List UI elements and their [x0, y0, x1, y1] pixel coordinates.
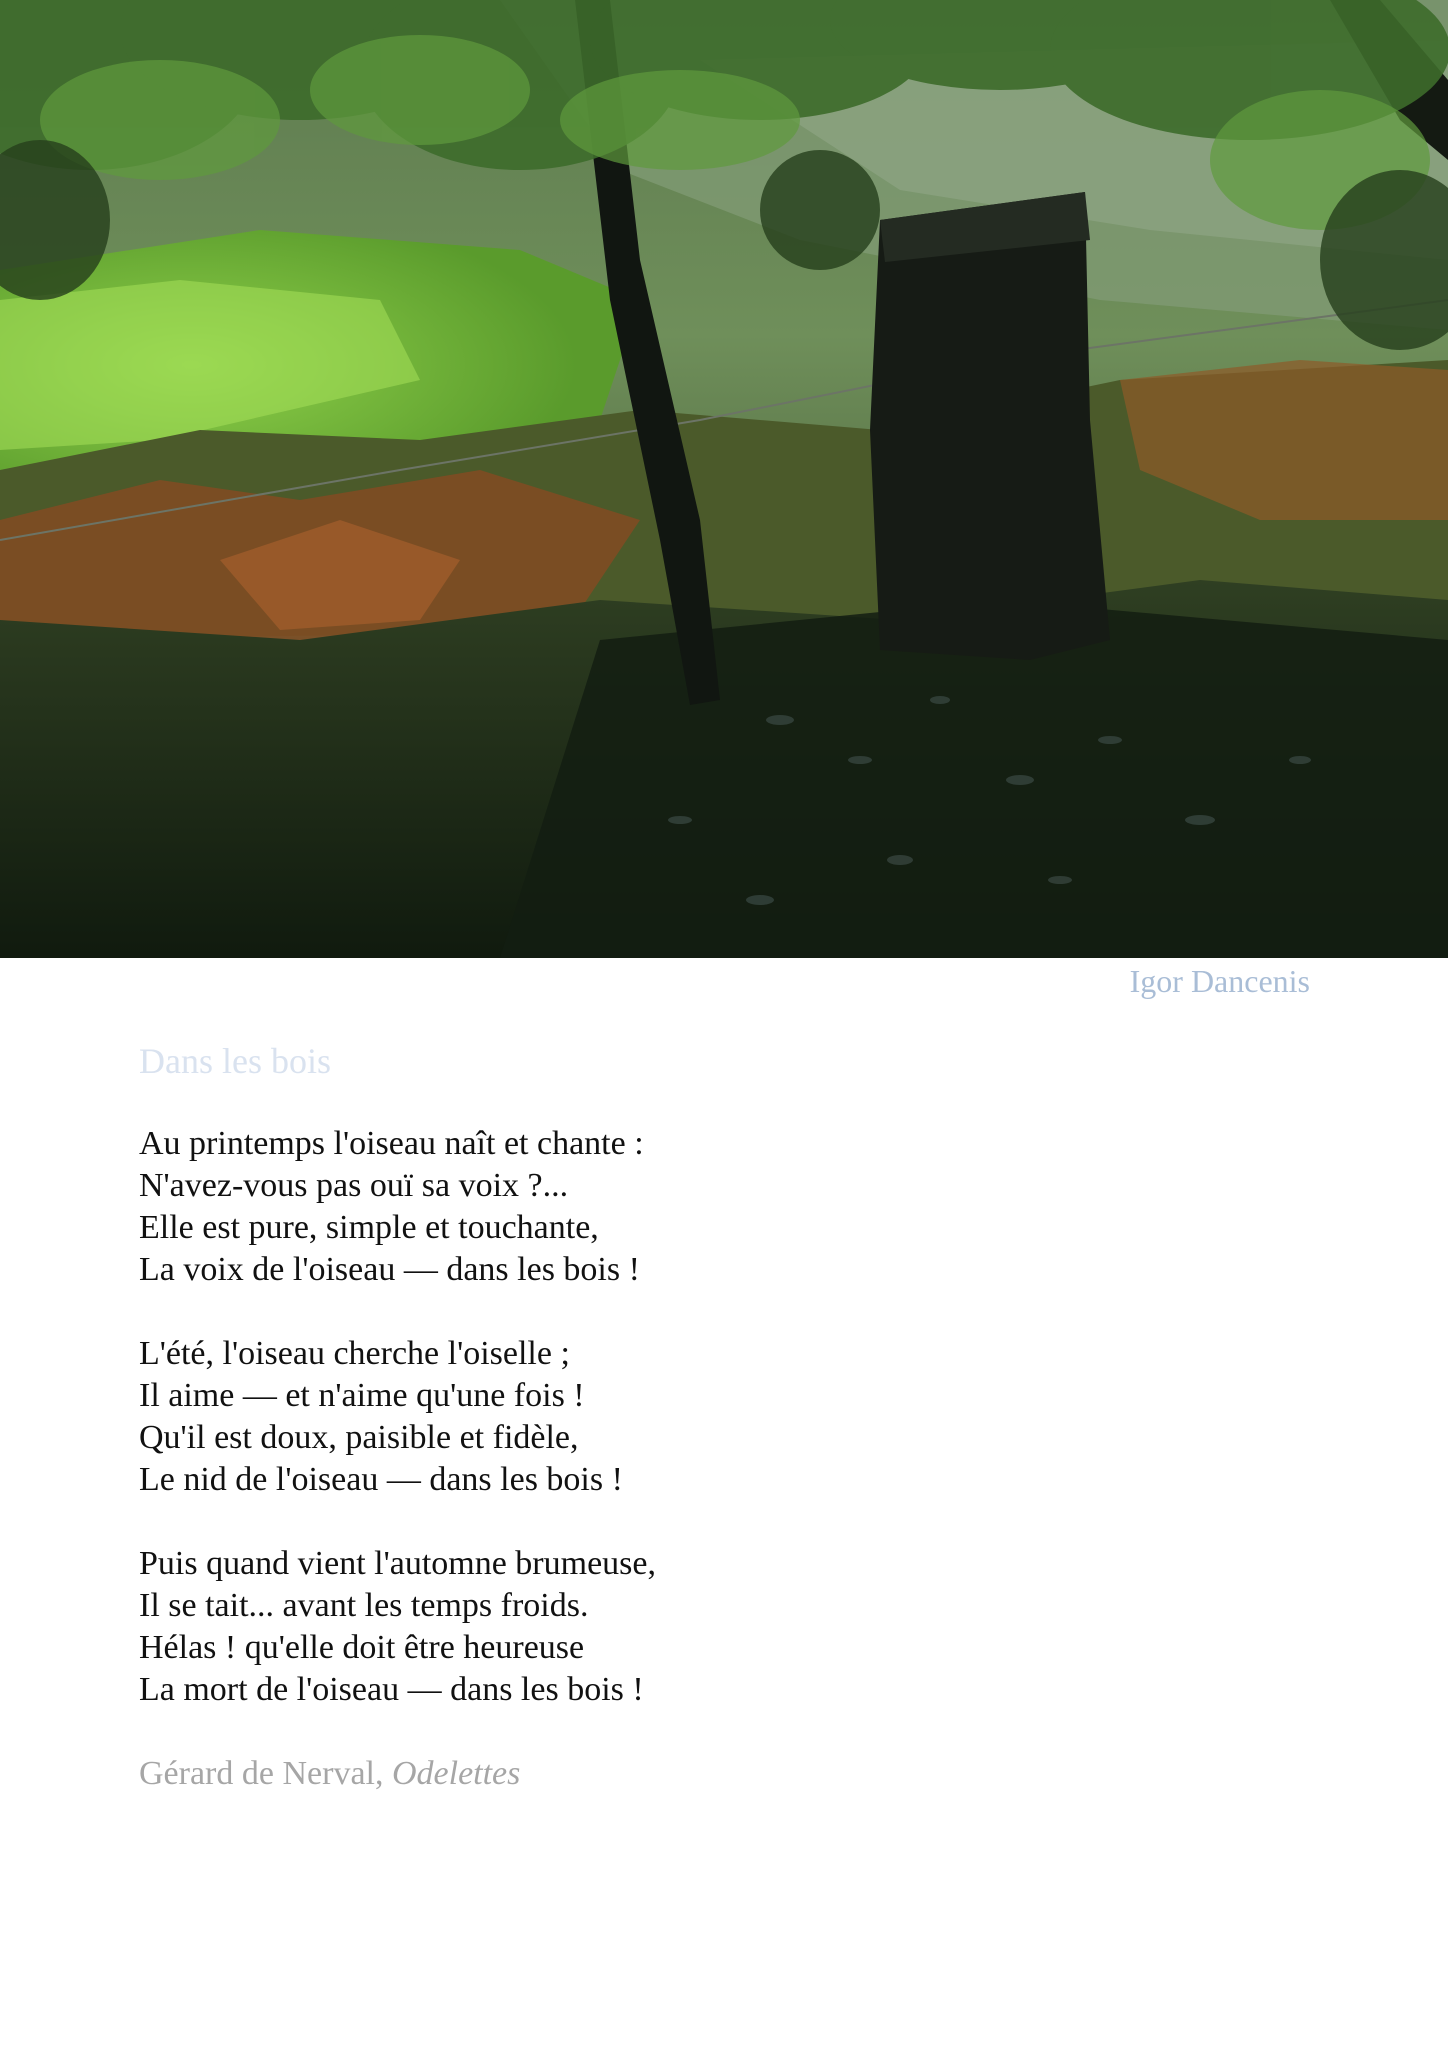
- poem-line: Au printemps l'oiseau naît et chante :: [139, 1125, 644, 1163]
- work-title: Odelettes: [391, 1755, 521, 1793]
- stanza-3: [139, 1543, 1289, 1711]
- stanza-1: [139, 1123, 1289, 1291]
- poem-line: Elle est pure, simple et touchante,: [139, 1209, 599, 1247]
- poem-line: Il se tait... avant les temps froids.: [139, 1587, 589, 1625]
- poem-line: L'été, l'oiseau cherche l'oiselle ;: [139, 1335, 570, 1373]
- stanza-2: [139, 1333, 1289, 1501]
- poem-line: Puis quand vient l'automne brumeuse,: [139, 1545, 656, 1583]
- forest-photo: [0, 0, 1448, 958]
- poem-line: Qu'il est doux, paisible et fidèle,: [139, 1419, 579, 1457]
- forest-photo-icon: [0, 0, 1448, 958]
- poem-line: Hélas ! qu'elle doit être heureuse: [139, 1629, 585, 1667]
- photo-credit: Igor Dancenis: [1129, 963, 1310, 999]
- poem-line: Le nid de l'oiseau — dans les bois !: [139, 1461, 623, 1499]
- poem-line: Il aime — et n'aime qu'une fois !: [139, 1377, 585, 1415]
- poem-line: N'avez-vous pas ouï sa voix ?...: [139, 1167, 569, 1205]
- poem-attribution: [139, 1753, 1289, 1795]
- poem-line: La mort de l'oiseau — dans les bois !: [139, 1671, 644, 1709]
- poem-title: Dans les bois: [139, 1041, 331, 1081]
- poem-line: La voix de l'oiseau — dans les bois !: [139, 1251, 640, 1289]
- poem: [139, 1040, 1289, 1795]
- author-name: Gérard de Nerval,: [139, 1755, 384, 1793]
